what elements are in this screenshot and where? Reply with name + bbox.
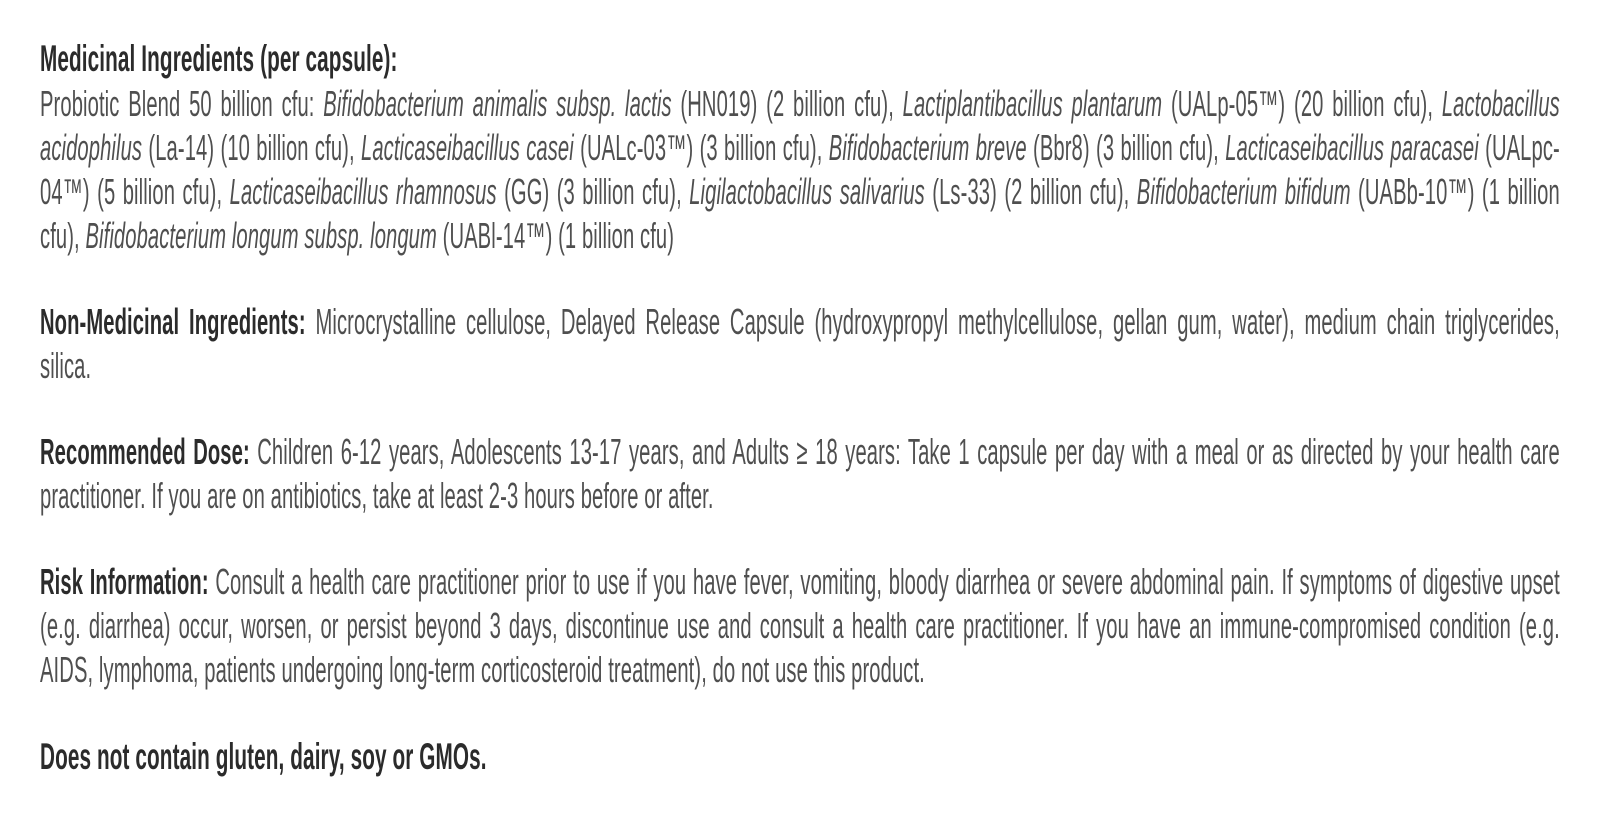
risk-information-paragraph: [40, 560, 1560, 692]
does-not-contain-statement: Does not contain gluten, dairy, soy or GMOs.: [40, 736, 487, 777]
medicinal-ingredients-heading: Medicinal Ingredients (per capsule):: [40, 38, 398, 79]
medicinal-ingredients-text: Probiotic Blend 50 billion cfu: Bifidobacterium animalis subsp. lactis (HN019) (2 billion cfu), Lactiplantibacillus plantarum (UALp-05™) (20 billion cfu), Lactobacillus acidophilus (La-14) (10 billion cfu), Lacticaseibacillus casei (UALc-03™) (3 billion cfu), Bifidobacterium breve (Bbr8) (3 billion cfu), Lacticaseibacillus paracasei (UALpc-04™) (5 billion cfu), Lacticaseibacillus rhamnosus (GG) (3 billion cfu), Ligilactobacillus salivarius (Ls-33) (2 billion cfu), Bifidobacterium bifidum (UABb-10™) (1 billion cfu), Bifidobacterium longum subsp. longum (UABl-14™) (1 billion cfu): [40, 83, 1560, 256]
non-medicinal-ingredients-text: Microcrystalline cellulose, Delayed Release Capsule (hydroxypropyl methylcellulose, gellan gum, water), medium chain triglycerides, silica.: [40, 301, 1560, 386]
recommended-dose-section: [40, 430, 1560, 518]
risk-information-section: [40, 560, 1560, 692]
non-medicinal-ingredients-label: Non-Medicinal Ingredients:: [40, 301, 306, 342]
risk-information-label: Risk Information:: [40, 561, 209, 602]
recommended-dose-paragraph: [40, 430, 1560, 518]
non-medicinal-ingredients-paragraph: [40, 300, 1560, 388]
recommended-dose-label: Recommended Dose:: [40, 431, 250, 472]
medicinal-ingredients-section: [40, 36, 1560, 258]
non-medicinal-ingredients-section: [40, 300, 1560, 388]
label-text-block: [40, 36, 1560, 780]
risk-information-text: Consult a health care practitioner prior to use if you have fever, vomiting, bloody diarrhea or severe abdominal pain. If symptoms of digestive upset (e.g. diarrhea) occur, worsen, or persist beyond 3 days, discontinue use and consult a health care practitioner. If you have an immune-compromised condition (e.g. AIDS, lymphoma, patients undergoing long-term corticosteroid treatment), do not use this product.: [40, 561, 1560, 690]
recommended-dose-text: Children 6-12 years, Adolescents 13-17 years, and Adults ≥ 18 years: Take 1 capsule per day with a meal or as directed by your health care practitioner. If you are on antibiotics, take at least 2-3 hours before or after.: [40, 431, 1560, 516]
